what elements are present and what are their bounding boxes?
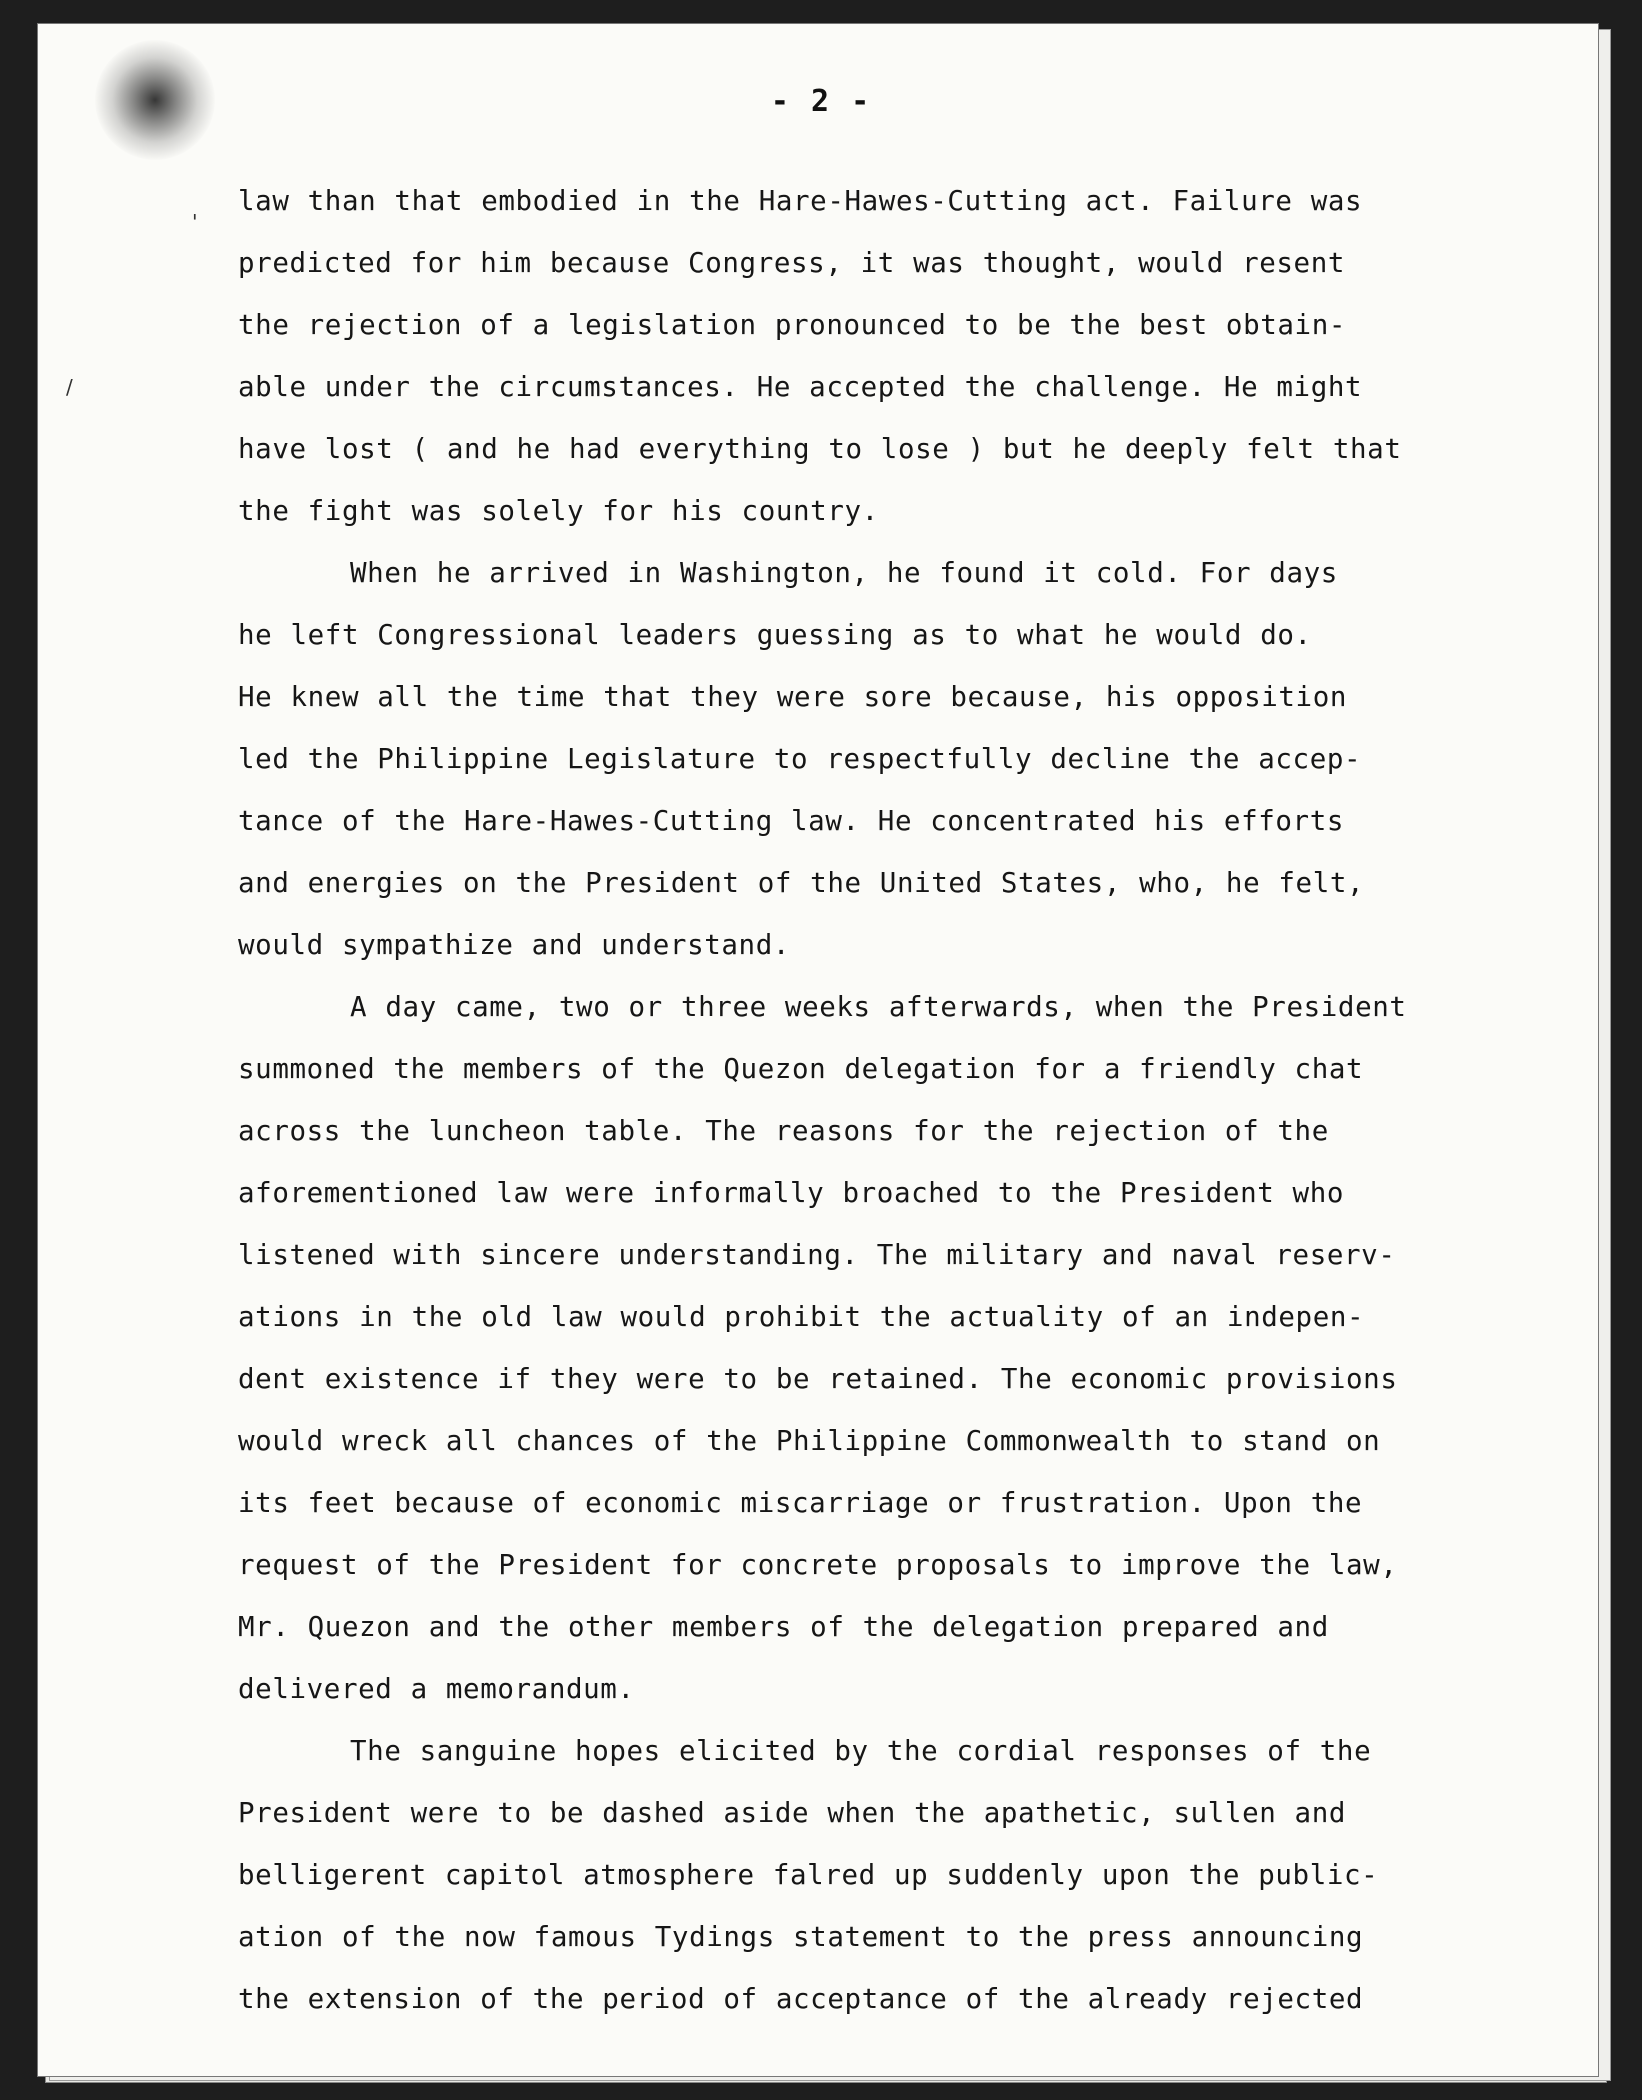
margin-tick: / <box>66 375 73 399</box>
text-line: belligerent capitol atmosphere falred up suddenly upon the public- <box>238 1859 1379 1891</box>
text-line: he left Congressional leaders guessing as to what he would do. <box>238 619 1312 651</box>
text-line: aforementioned law were informally broached to the President who <box>238 1177 1345 1209</box>
text-line: ation of the now famous Tydings statement to the press announcing <box>238 1921 1364 1953</box>
text-line: When he arrived in Washington, he found it cold. For days <box>350 557 1338 589</box>
text-line: law than that embodied in the Hare-Hawes-Cutting act. Failure was <box>238 185 1363 217</box>
text-line: predicted for him because Congress, it was thought, would resent <box>238 247 1346 279</box>
body-text <box>238 170 1518 2030</box>
text-line: the fight was solely for his country. <box>238 495 879 527</box>
text-line: and energies on the President of the United States, who, he felt, <box>238 867 1365 899</box>
text-line: request of the President for concrete proposals to improve the law, <box>238 1549 1398 1581</box>
text-line: led the Philippine Legislature to respectfully decline the accep- <box>238 743 1362 775</box>
text-line: its feet because of economic miscarriage or frustration. Upon the <box>238 1487 1363 1519</box>
text-line: summoned the members of the Quezon delegation for a friendly chat <box>238 1053 1364 1085</box>
text-line: A day came, two or three weeks afterwards, when the President <box>350 991 1407 1023</box>
text-line: dent existence if they were to be retained. The economic provisions <box>238 1363 1398 1395</box>
text-line: tance of the Hare-Hawes-Cutting law. He concentrated his efforts <box>238 805 1345 837</box>
text-line: delivered a memorandum. <box>238 1673 635 1705</box>
text-line: the rejection of a legislation pronounced to be the best obtain- <box>238 309 1347 341</box>
text-line: would sympathize and understand. <box>238 929 791 961</box>
text-line: across the luncheon table. The reasons for the rejection of the <box>238 1115 1329 1147</box>
page-number: - 2 - <box>770 84 872 119</box>
text-line: able under the circumstances. He accepted the challenge. He might <box>238 371 1363 403</box>
text-line: Mr. Quezon and the other members of the delegation prepared and <box>238 1611 1329 1643</box>
text-line: have lost ( and he had everything to lose ) but he deeply felt that <box>238 433 1402 465</box>
margin-tick: ' <box>192 210 198 234</box>
text-line: The sanguine hopes elicited by the cordial responses of the <box>350 1735 1372 1767</box>
text-line: the extension of the period of acceptance of the already rejected <box>238 1983 1364 2015</box>
text-line: would wreck all chances of the Philippine Commonwealth to stand on <box>238 1425 1381 1457</box>
text-line: ations in the old law would prohibit the actuality of an indepen- <box>238 1301 1365 1333</box>
text-line: He knew all the time that they were sore because, his opposition <box>238 681 1348 713</box>
text-line: listened with sincere understanding. The military and naval reserv- <box>238 1239 1396 1271</box>
text-line: President were to be dashed aside when the apathetic, sullen and <box>238 1797 1347 1829</box>
